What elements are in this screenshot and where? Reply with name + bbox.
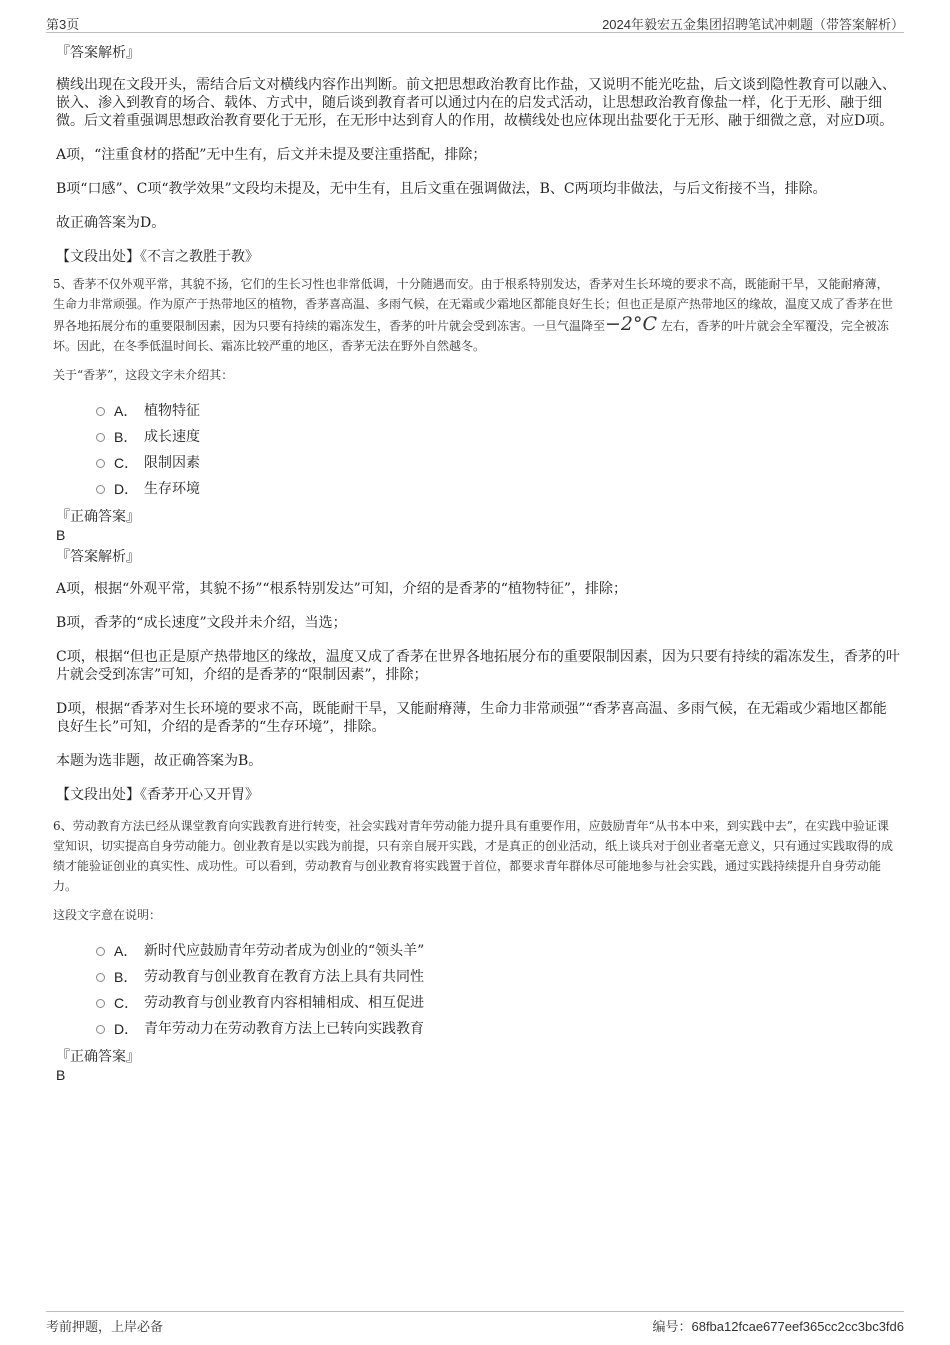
question-passage: 6、劳动教育方法已经从课堂教育向实践教育进行转变，社会实践对青年劳动能力提升具有重要作用，应鼓励青年“从书本中来，到实践中去”，在实践中验证课堂知识，切实提高自身劳动能力。创业教育是以实践为前提，只有亲自展开实践，才是真正的创业活动，纸上谈兵对于创业者毫无意义，只有通过实践取得的成绩才能验证创业的真实性、成功性。可以看到，劳动教育与创业教育将实践置于首位，都要求青年群体尽可能地参与社会实践，通过实践持续提升自身劳动能力。 [53, 819, 894, 893]
option-b[interactable]: B． 成长速度 [96, 424, 900, 450]
radio-icon[interactable] [96, 485, 105, 494]
prev-question-analysis [56, 44, 900, 266]
option-c[interactable]: C． 限制因素 [96, 450, 900, 476]
question-prompt: 这段文字意在说明： [53, 908, 162, 922]
analysis-paragraph: C项，根据“但也正是原产热带地区的缘故，温度又成了香茅在世界各地拓展分布的重要限制因素，因为只要有持续的霜冻发生，香茅的叶片就会受到冻害”可知，介绍的是香茅的“限制因素”，排除； [56, 649, 900, 683]
option-a[interactable]: A． 新时代应鼓励青年劳动者成为创业的“领头羊” [96, 938, 900, 964]
option-list [96, 938, 900, 1042]
footer-slogan: 考前押题，上岸必备 [46, 1319, 164, 1334]
radio-icon[interactable] [96, 1025, 105, 1034]
document-title: 2024年毅宏五金集团招聘笔试冲刺题（带答案解析） [602, 17, 904, 32]
radio-icon[interactable] [96, 947, 105, 956]
radio-icon[interactable] [96, 999, 105, 1008]
question-prompt: 关于“香茅”，这段文字未介绍其： [53, 368, 234, 382]
option-d[interactable]: D． 青年劳动力在劳动教育方法上已转向实践教育 [96, 1016, 900, 1042]
option-list [96, 398, 900, 502]
analysis-paragraph: A项，“注重食材的搭配”无中生有，后文并未提及要注重搭配，排除； [56, 147, 487, 163]
page-number: 第3页 [46, 17, 80, 32]
temperature-formula: −2°C [605, 313, 658, 335]
option-d[interactable]: D． 生存环境 [96, 476, 900, 502]
answer-label: 『正确答案』 [56, 509, 140, 525]
radio-icon[interactable] [96, 459, 105, 468]
page-content [53, 44, 900, 1088]
source-citation: 【文段出处】《不言之教胜于教》 [56, 249, 259, 265]
answer-value: B [56, 527, 66, 543]
analysis-label: 『答案解析』 [56, 45, 140, 61]
answer-value: B [56, 1067, 66, 1083]
question-6 [53, 816, 900, 1084]
radio-icon[interactable] [96, 407, 105, 416]
analysis-paragraph: B项“口感”、C项“教学效果”文段均未提及，无中生有，且后文重在强调做法，B、C两项均非做法，与后文衔接不当，排除。 [56, 181, 827, 197]
option-a[interactable]: A． 植物特征 [96, 398, 900, 424]
analysis-paragraph: 本题为选非题，故正确答案为B。 [56, 753, 263, 769]
analysis-paragraph: A项，根据“外观平常，其貌不扬”“根系特别发达”可知，介绍的是香茅的“植物特征”，排除； [56, 581, 628, 597]
option-c[interactable]: C． 劳动教育与创业教育内容相辅相成、相互促进 [96, 990, 900, 1016]
radio-icon[interactable] [96, 973, 105, 982]
analysis-paragraph: B项，香茅的“成长速度”文段并未介绍，当选； [56, 615, 347, 631]
option-b[interactable]: B． 劳动教育与创业教育在教育方法上具有共同性 [96, 964, 900, 990]
analysis-paragraph: 故正确答案为D。 [56, 215, 166, 231]
question-5 [53, 274, 900, 804]
analysis-paragraph: D项，根据“香茅对生长环境的要求不高，既能耐干旱，又能耐瘠薄，生命力非常顽强”“香茅喜高温、多雨气候，在无霜或少霜地区都能良好生长”可知，介绍的是香茅的“生存环境”，排除。 [56, 701, 887, 735]
analysis-label: 『答案解析』 [56, 549, 140, 565]
question-passage: 5、香茅不仅外观平常，其貌不扬，它们的生长习性也非常低调，十分随遇而安。由于根系特别发达，香茅对生长环境的要求不高，既能耐干旱，又能耐瘠薄，生命力非常顽强。作为原产于热带地区的植物，香茅喜高温、多雨气候，在无霜或少霜地区都能良好生长；但也正是原产热带地区的缘故，温度又成了香茅在世界各地拓展分布的重要限制因素，因为只要有持续的霜冻发生，香茅的叶片就会受到冻害。一旦气温降至−2°C 左右，香茅的叶片就会全军覆没，完全被冻坏。因此，在冬季低温时间长、霜冻比较严重的地区，香茅无法在野外自然越冬。 [53, 277, 894, 353]
page-footer [46, 1311, 904, 1334]
analysis-paragraph: 横线出现在文段开头，需结合后文对横线内容作出判断。前文把思想政治教育比作盐，又说明不能光吃盐，后文谈到隐性教育可以融入、嵌入、渗入到教育的场合、载体、方式中，随后谈到教育者可以通过内在的启发式活动，让思想政治教育像盐一样，化于无形、融于细微。后文着重强调思想政治教育要化于无形，在无形中达到育人的作用，故横线处也应体现出盐要化于无形、融于细微之意，对应D项。 [56, 77, 896, 129]
radio-icon[interactable] [96, 433, 105, 442]
answer-label: 『正确答案』 [56, 1049, 140, 1065]
source-citation: 【文段出处】《香茅开心又开胃》 [56, 787, 259, 803]
document-code: 编号：68fba12fcae677eef365cc2cc3bc3fd6 [652, 1319, 904, 1334]
page-header [46, 14, 904, 33]
